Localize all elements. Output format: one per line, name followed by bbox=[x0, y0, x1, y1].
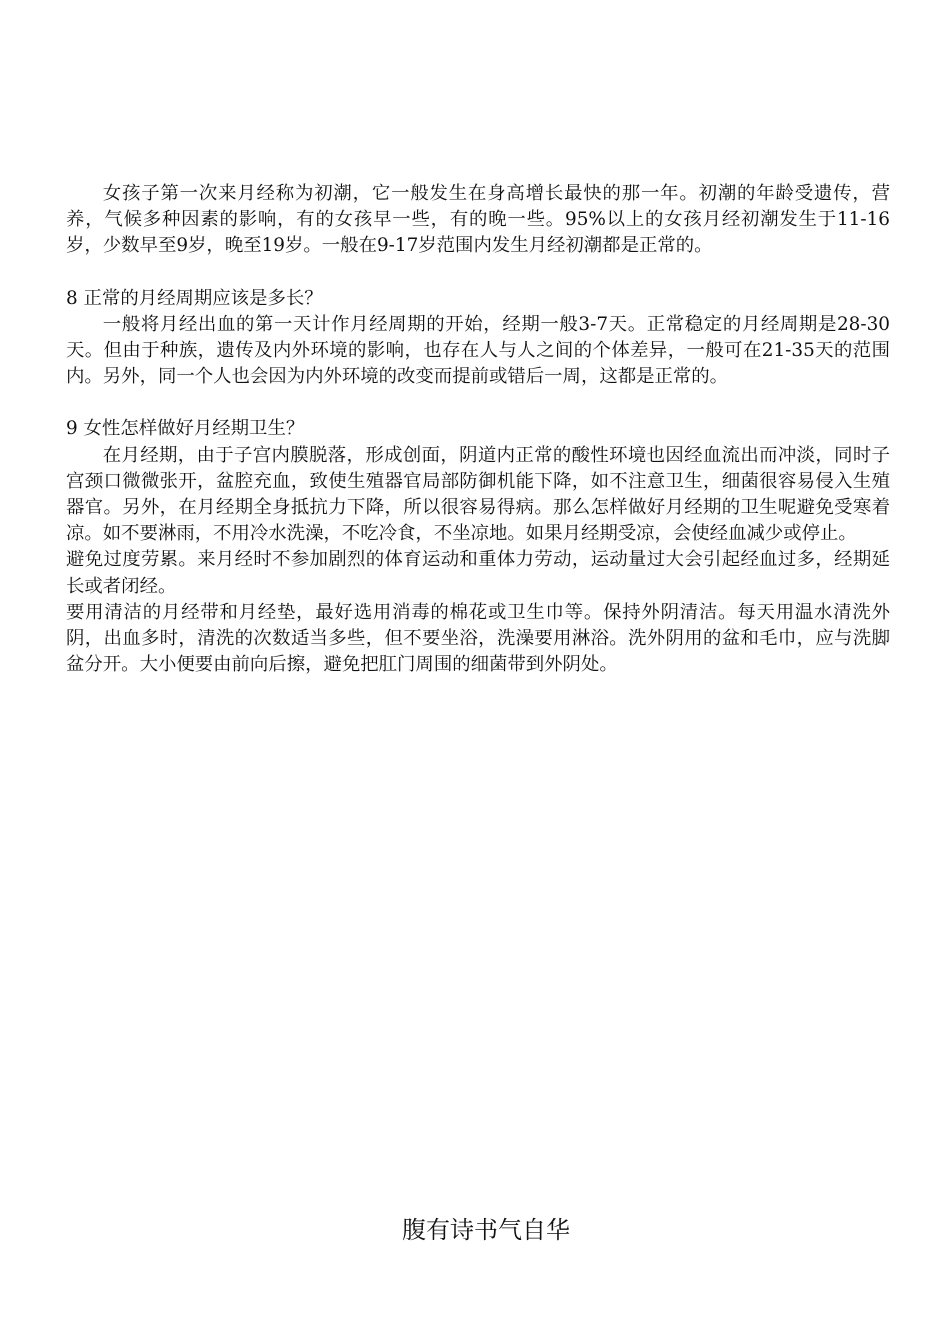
paragraph-gap bbox=[66, 390, 890, 416]
footer-motto: 腹有诗书气自华 bbox=[402, 1216, 570, 1244]
section-9-paragraph-1: 在月经期，由于子宫内膜脱落，形成创面，阴道内正常的酸性环境也因经血流出而冲淡，同时子宫颈口微微张开，盆腔充血，致使生殖器官局部防御机能下降，如不注意卫生，细菌很容易侵入生殖器官。另外，在月经期全身抵抗力下降，所以很容易得病。那么怎样做好月经期的卫生呢避免受寒着凉。如不要淋雨，不用冷水洗澡，不吃冷食，不坐凉地。如果月经期受凉，会使经血减少或停止。 bbox=[66, 444, 890, 545]
paragraph-gap bbox=[66, 260, 890, 286]
section-9-paragraph-3: 要用清洁的月经带和月经垫，最好选用消毒的棉花或卫生巾等。保持外阴清洁。每天用温水清洗外阴，出血多时，清洗的次数适当多些，但不要坐浴，洗澡要用淋浴。洗外阴用的盆和毛巾，应与洗脚盆分开。大小便要由前向后擦，避免把肛门周围的细菌带到外阴处。 bbox=[66, 601, 890, 676]
document-body bbox=[66, 181, 890, 678]
section-9-paragraph-2: 避免过度劳累。来月经时不参加剧烈的体育运动和重体力劳动，运动量过大会引起经血过多，经期延长或者闭经。 bbox=[66, 549, 890, 597]
section-8-paragraph: 一般将月经出血的第一天计作月经周期的开始，经期一般3-7天。正常稳定的月经周期是28-30天。但由于种族，遗传及内外环境的影响，也存在人与人之间的个体差异，一般可在21-35天的范围内。另外，同一个人也会因为内外环境的改变而提前或错后一周，这都是正常的。 bbox=[66, 313, 890, 388]
section-9-heading: 9 女性怎样做好月经期卫生？ bbox=[66, 418, 305, 440]
section-8-heading: 8 正常的月经周期应该是多长？ bbox=[66, 287, 323, 309]
intro-paragraph: 女孩子第一次来月经称为初潮，它一般发生在身高增长最快的那一年。初潮的年龄受遗传，营养，气候多种因素的影响，有的女孩早一些，有的晚一些。95%以上的女孩月经初潮发生于11-16岁，少数早至9岁，晚至19岁。一般在9-17岁范围内发生月经初潮都是正常的。 bbox=[66, 183, 890, 257]
